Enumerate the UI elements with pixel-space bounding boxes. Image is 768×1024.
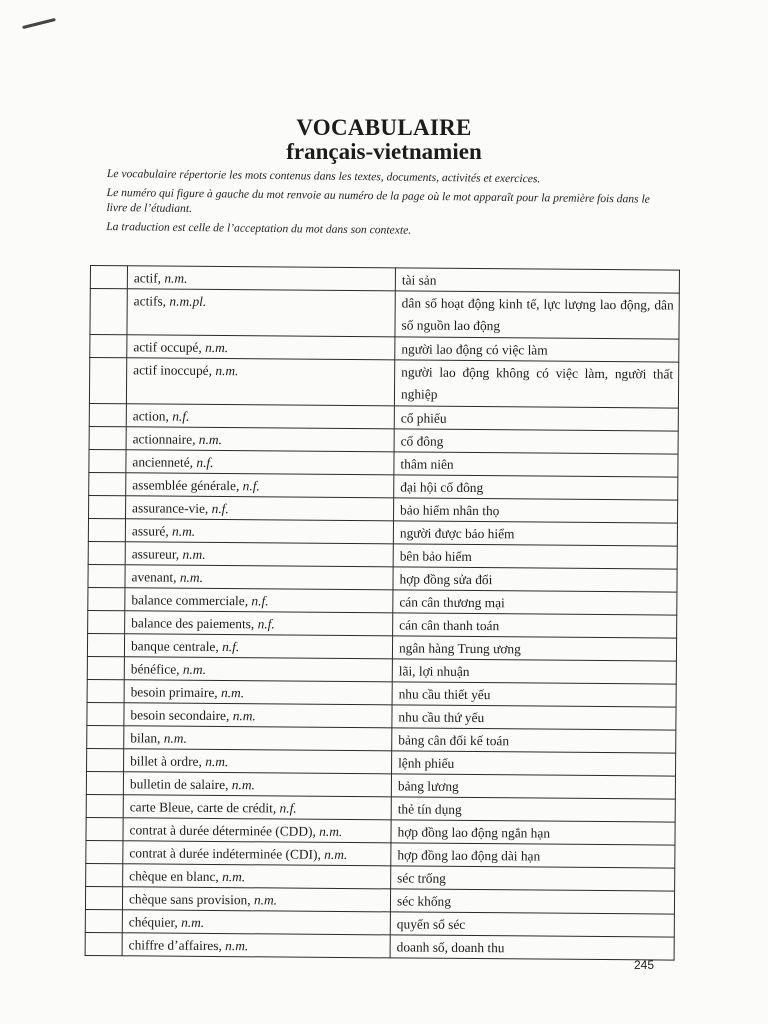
french-term: balance commerciale, — [131, 592, 249, 609]
french-term-cell — [127, 289, 395, 337]
vietnamese-translation: hợp đồng lao động dài hạn — [391, 843, 675, 868]
french-term: actif occupé, — [133, 339, 202, 355]
vietnamese-translation: người lao động không có việc làm, người thất nghiệp — [394, 360, 678, 408]
french-term: chèque en blanc, — [129, 868, 219, 885]
vietnamese-translation: ngân hàng Trung ương — [392, 636, 676, 661]
vietnamese-translation: đại hội cổ đông — [394, 475, 678, 500]
page-ref-cell — [87, 702, 124, 725]
table-row — [89, 358, 678, 409]
french-term-cell — [126, 473, 394, 498]
part-of-speech: n.m. — [220, 685, 245, 701]
vietnamese-translation: nhu cầu thiết yếu — [392, 682, 676, 707]
vietnamese-translation: séc trống — [391, 866, 675, 891]
french-term: besoin primaire, — [130, 684, 218, 701]
part-of-speech: n.m. — [182, 661, 207, 677]
part-of-speech: n.f. — [222, 639, 240, 655]
french-term: actif inoccupé, — [133, 362, 213, 378]
part-of-speech: n.f. — [172, 408, 190, 424]
part-of-speech: n.m. — [179, 569, 204, 585]
intro-paragraph: Le vocabulaire répertorie les mots contenus dans les textes, documents, activités et exercices. — [106, 166, 541, 186]
part-of-speech: n.f. — [196, 454, 214, 470]
french-term-cell — [122, 887, 390, 912]
vietnamese-translation: thâm niên — [394, 452, 678, 477]
table-row — [85, 932, 674, 960]
part-of-speech: n.m. — [172, 523, 196, 539]
part-of-speech: n.m. — [164, 270, 188, 286]
part-of-speech: n.m. — [215, 362, 239, 379]
french-term-cell — [125, 519, 393, 544]
french-term-cell — [125, 565, 393, 590]
french-term-cell — [126, 450, 394, 475]
french-term-cell — [122, 910, 390, 935]
french-term-cell — [123, 818, 391, 843]
french-term: assurance-vie, — [132, 500, 209, 516]
french-term: assureur, — [131, 546, 180, 562]
page-ref-cell — [85, 886, 122, 909]
vietnamese-translation: thẻ tín dụng — [391, 797, 675, 822]
french-term: contrat à durée déterminée (CDD), — [129, 822, 316, 839]
vietnamese-translation: quyển sổ séc — [390, 912, 674, 937]
part-of-speech: n.f. — [251, 593, 269, 609]
page-ref-cell — [89, 426, 126, 449]
vietnamese-translation: bảo hiểm nhân thọ — [393, 498, 677, 523]
part-of-speech: n.m.pl. — [169, 293, 207, 309]
page-subtitle: français-vietnamien — [286, 139, 482, 164]
french-term: actifs, — [133, 293, 167, 309]
page-number: 245 — [634, 958, 655, 972]
page-ref-cell — [88, 564, 125, 587]
page-ref-cell — [86, 794, 123, 817]
page-ref-cell — [88, 541, 125, 564]
french-term-cell — [124, 657, 392, 682]
french-term: actionnaire, — [132, 431, 196, 447]
french-term-cell — [123, 841, 391, 866]
french-term-cell — [126, 496, 394, 521]
french-term-cell — [124, 634, 392, 659]
page-ref-cell — [89, 403, 126, 426]
page-ref-cell — [87, 679, 124, 702]
page-ref-cell — [86, 817, 123, 840]
french-term-cell — [127, 266, 395, 291]
page-ref-cell — [88, 610, 125, 633]
french-term-cell — [123, 795, 391, 820]
page-ref-cell — [90, 335, 127, 358]
french-term-cell — [124, 703, 392, 728]
french-term-cell — [122, 933, 390, 958]
page-ref-cell — [87, 725, 124, 748]
french-term: action, — [132, 408, 169, 424]
vietnamese-translation: hợp đồng sửa đổi — [393, 567, 677, 592]
vietnamese-translation: bảng lương — [391, 774, 675, 799]
page-ref-cell — [89, 495, 126, 518]
vietnamese-translation: bên bảo hiểm — [393, 544, 677, 569]
vietnamese-translation: dân số hoạt động kinh tế, lực lượng lao động, dân số nguồn lao động — [395, 291, 679, 339]
intro-text — [106, 166, 667, 245]
french-term-cell — [125, 588, 393, 613]
vietnamese-translation: nhu cầu thứ yếu — [392, 705, 676, 730]
french-term-cell — [126, 358, 394, 406]
page-ref-cell — [85, 909, 122, 932]
page-ref-cell — [86, 771, 123, 794]
page-ref-cell — [89, 358, 126, 404]
french-term-cell — [124, 749, 392, 774]
vietnamese-translation: séc khống — [390, 889, 674, 914]
part-of-speech: n.m. — [225, 938, 249, 954]
vietnamese-translation: người được bảo hiểm — [393, 521, 677, 546]
vocabulary-table-body — [85, 266, 679, 961]
french-term-cell — [127, 335, 395, 360]
page-ref-cell — [89, 449, 126, 472]
french-term-cell — [124, 680, 392, 705]
page-ref-cell — [88, 518, 125, 541]
vietnamese-translation: doanh số, doanh thu — [390, 935, 674, 960]
french-term-cell — [126, 404, 394, 429]
part-of-speech: n.m. — [163, 730, 187, 746]
part-of-speech: n.m. — [319, 823, 343, 839]
vietnamese-translation: bảng cân đối kế toán — [392, 728, 676, 753]
french-term-cell — [126, 427, 394, 452]
vietnamese-translation: tài sản — [395, 268, 679, 293]
part-of-speech: n.m. — [324, 846, 348, 863]
french-term: bénéfice, — [130, 661, 180, 677]
part-of-speech: n.m. — [205, 753, 229, 770]
french-term-cell — [125, 611, 393, 636]
page-ref-cell — [86, 863, 123, 886]
part-of-speech: n.m. — [205, 339, 229, 356]
vocabulary-table — [85, 265, 680, 961]
french-term: chéquier, — [128, 914, 178, 930]
part-of-speech: n.m. — [182, 546, 206, 562]
table-row — [90, 289, 679, 340]
french-term: assemblée générale, — [132, 477, 240, 494]
part-of-speech: n.m. — [232, 708, 256, 724]
page-ref-cell — [87, 748, 124, 771]
vietnamese-translation: hợp đồng lao động ngắn hạn — [391, 820, 675, 845]
vietnamese-translation: người lao động có việc làm — [395, 337, 679, 362]
part-of-speech: n.m. — [222, 869, 246, 885]
vietnamese-translation: cổ đông — [394, 429, 678, 454]
french-term-cell — [124, 726, 392, 751]
intro-paragraph: La traduction est celle de l’acceptation du mot dans son contexte. — [106, 219, 412, 237]
pen-mark — [22, 18, 56, 29]
intro-paragraph: Le numéro qui figure à gauche du mot renvoie au numéro de la page où le mot apparaît pour la première fois dans le livre de l’étudiant. — [106, 185, 650, 216]
french-term: avenant, — [131, 569, 177, 585]
page-ref-cell — [85, 932, 122, 955]
french-term: chiffre d’affaires, — [128, 937, 222, 954]
page-ref-cell — [87, 633, 124, 656]
page-ref-cell — [86, 840, 123, 863]
page-ref-cell — [90, 266, 127, 289]
part-of-speech: n.m. — [198, 431, 222, 448]
french-term: contrat à durée indéterminée (CDI), — [129, 845, 321, 862]
part-of-speech: n.f. — [279, 800, 297, 816]
french-term: balance des paiements, — [131, 615, 255, 632]
french-term-cell — [125, 542, 393, 567]
vietnamese-translation: lãi, lợi nhuận — [392, 659, 676, 684]
french-term-cell — [123, 864, 391, 889]
part-of-speech: n.m. — [231, 777, 255, 793]
page-ref-cell — [88, 587, 125, 610]
french-term: ancienneté, — [132, 454, 194, 470]
page-ref-cell — [89, 472, 126, 495]
vietnamese-translation: lệnh phiếu — [392, 751, 676, 776]
page-ref-cell — [90, 289, 127, 335]
french-term-cell — [123, 772, 391, 797]
page-title: VOCABULAIRE — [296, 115, 472, 140]
part-of-speech: n.f. — [257, 616, 275, 632]
vietnamese-translation: cán cân thương mại — [393, 590, 677, 615]
french-term: banque centrale, — [130, 638, 219, 655]
part-of-speech: n.m. — [181, 914, 205, 930]
french-term: actif, — [133, 270, 162, 286]
french-term: billet à ordre, — [130, 753, 202, 769]
french-term: carte Bleue, carte de crédit, — [129, 799, 277, 816]
part-of-speech: n.f. — [211, 500, 229, 517]
page-ref-cell — [87, 656, 124, 679]
french-term: chèque sans provision, — [128, 891, 251, 908]
french-term: besoin secondaire, — [130, 707, 230, 724]
part-of-speech: n.f. — [242, 478, 260, 494]
vietnamese-translation: cổ phiếu — [394, 406, 678, 431]
part-of-speech: n.m. — [253, 892, 278, 908]
french-term: bilan, — [130, 730, 161, 746]
french-term: assuré, — [131, 523, 169, 539]
french-term: bulletin de salaire, — [129, 776, 229, 793]
vietnamese-translation: cán cân thanh toán — [393, 613, 677, 638]
